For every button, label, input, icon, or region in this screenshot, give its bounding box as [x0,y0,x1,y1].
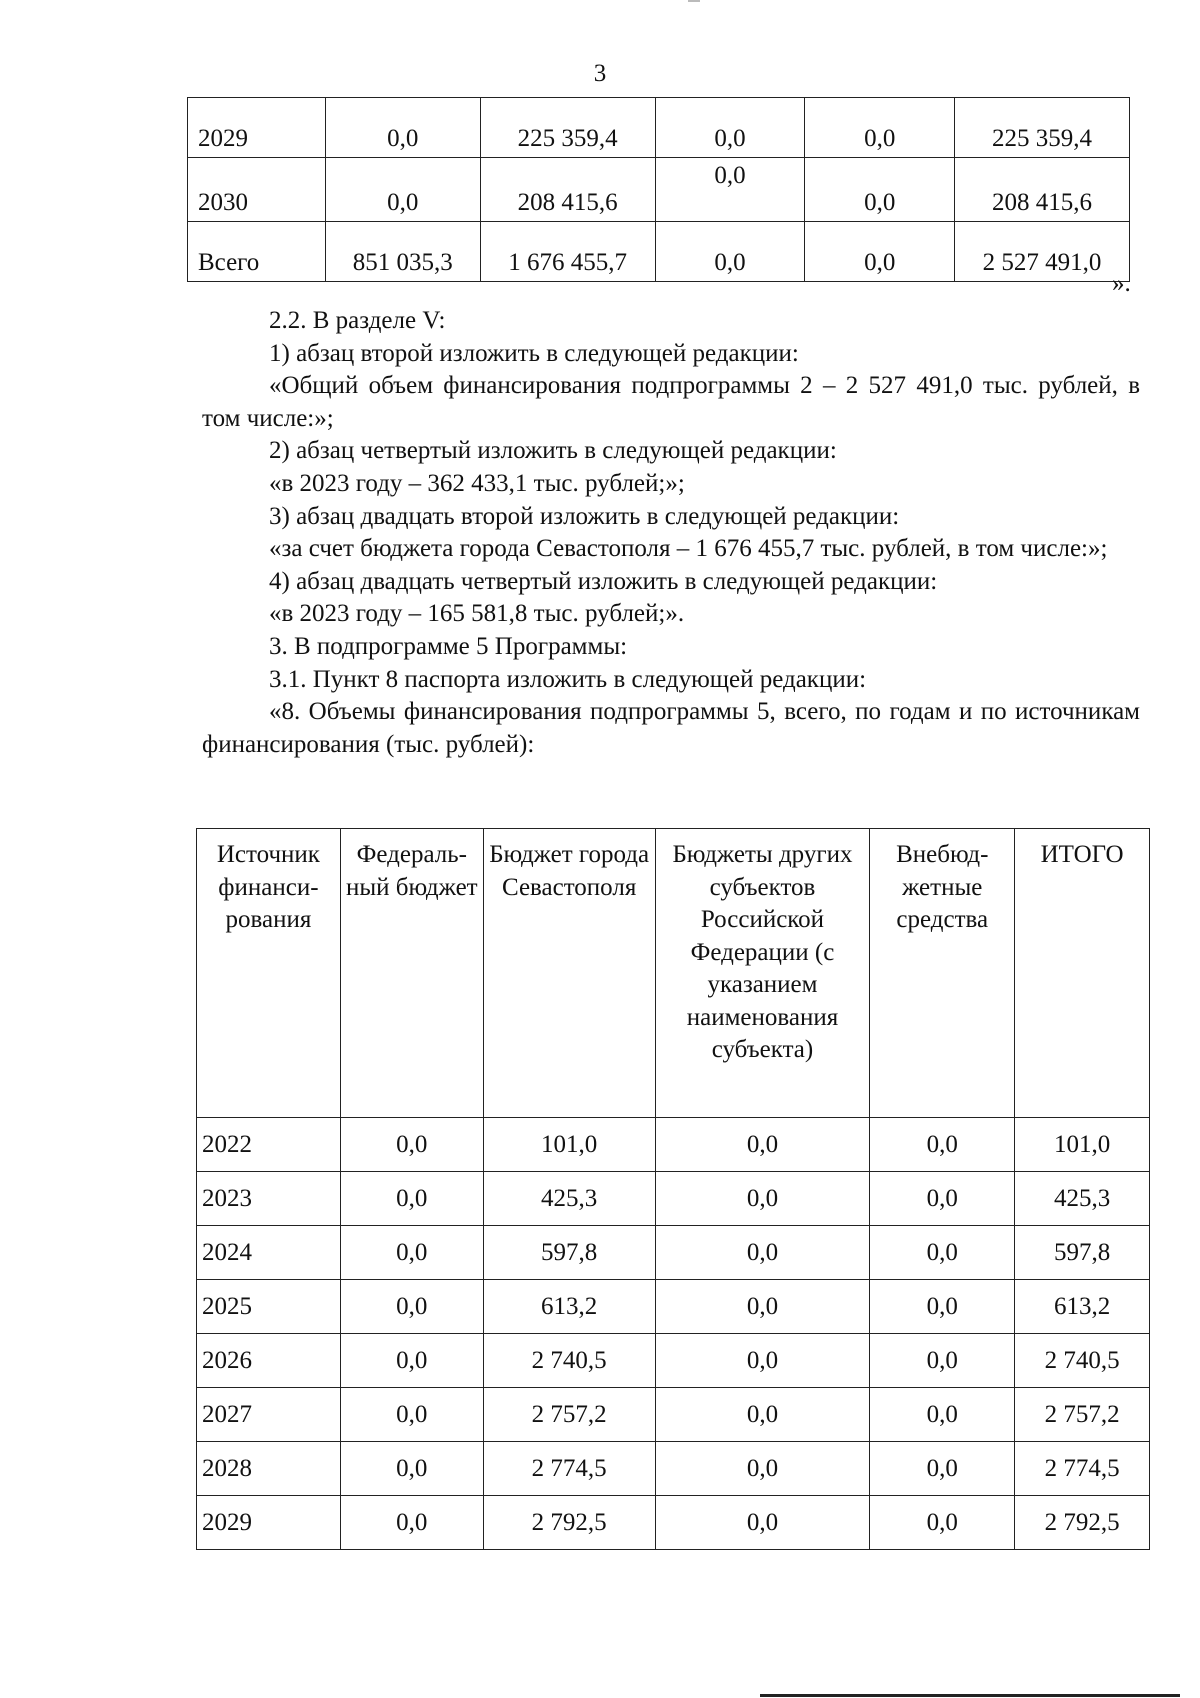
table-cell: 101,0 [1015,1118,1150,1172]
table-cell: 597,8 [1015,1226,1150,1280]
table-cell: 101,0 [483,1118,655,1172]
table-cell: 0,0 [340,1496,483,1550]
table-cell: 0,0 [340,1442,483,1496]
table-cell: 2 740,5 [483,1334,655,1388]
table-cell: 2023 [197,1172,341,1226]
table-cell: 2 774,5 [483,1442,655,1496]
table-cell: 2027 [197,1388,341,1442]
paragraph: 2) абзац четвертый изложить в следующей редакции: [269,437,837,465]
table-cell: 2 757,2 [483,1388,655,1442]
table-cell: 0,0 [655,158,805,222]
table-cell: 0,0 [655,1226,870,1280]
table-cell: 0,0 [655,98,805,158]
column-header: Бюджеты других субъектов Российской Федерации (с указанием наименования субъекта) [655,829,870,1118]
table-cell: 0,0 [870,1388,1015,1442]
table-cell: 2 740,5 [1015,1334,1150,1388]
table-cell: 425,3 [483,1172,655,1226]
table-cell: 0,0 [655,1388,870,1442]
table-cell: 0,0 [870,1334,1015,1388]
table-cell: 2 792,5 [1015,1496,1150,1550]
table-cell: 0,0 [340,1334,483,1388]
table-row-total [188,222,1130,282]
table-cell: 0,0 [870,1118,1015,1172]
table-cell: 1 676 455,7 [480,222,655,282]
page-number: 3 [593,60,607,87]
table-cell: 0,0 [655,1280,870,1334]
paragraph: «Общий объем финансирования подпрограммы 2 – 2 527 491,0 тыс. рублей, в том числе:»; [202,372,1140,432]
subprogram-5-financing-table [196,828,1150,1550]
table-cell: 2025 [197,1280,341,1334]
table-row [188,98,1130,158]
table-cell: 0,0 [870,1172,1015,1226]
table-cell: 2026 [197,1334,341,1388]
table-cell: 0,0 [325,158,480,222]
paragraph: «в 2023 году – 165 581,8 тыс. рублей;». [269,600,685,628]
column-header: Бюджет города Севастополя [483,829,655,1118]
column-header: ИТОГО [1015,829,1150,1118]
table-cell: 597,8 [483,1226,655,1280]
table-cell: 0,0 [805,222,955,282]
column-header: Федераль-ный бюджет [340,829,483,1118]
table-cell: 0,0 [805,98,955,158]
table-row [197,1496,1150,1550]
table-cell: 0,0 [655,1442,870,1496]
table-cell: Всего [188,222,326,282]
footer-rule [760,1694,1180,1697]
table-cell: 2 527 491,0 [955,222,1130,282]
table-cell: 0,0 [655,1496,870,1550]
table-cell: 0,0 [340,1172,483,1226]
table-row [197,1334,1150,1388]
table-cell: 225 359,4 [480,98,655,158]
table-cell: 2029 [197,1496,341,1550]
paragraph: 3.1. Пункт 8 паспорта изложить в следующей редакции: [269,665,867,693]
column-header: Источник финанси-рования [197,829,341,1118]
table-cell: 2 774,5 [1015,1442,1150,1496]
table-row [197,1388,1150,1442]
table-cell: 0,0 [655,1334,870,1388]
table-cell: 225 359,4 [955,98,1130,158]
table-cell: 2024 [197,1226,341,1280]
table-cell: 851 035,3 [325,222,480,282]
paragraph: 2.2. В разделе V: [269,307,446,334]
table-row [197,1280,1150,1334]
table-cell: 0,0 [655,1172,870,1226]
financing-table-continuation [187,97,1130,282]
table-cell: 2030 [188,158,326,222]
table-row [197,1172,1150,1226]
scan-mark [688,0,700,2]
table-cell: 0,0 [805,158,955,222]
paragraph: «8. Объемы финансирования подпрограммы 5, всего, по годам и по источникам финансирования (тыс. рублей): [202,698,1140,758]
table-row [197,1118,1150,1172]
closing-quote: ». [1112,270,1131,297]
table-cell: 0,0 [340,1226,483,1280]
paragraph: «за счет бюджета города Севастополя – 1 676 455,7 тыс. рублей, в том числе:»; [269,535,1108,563]
table-cell: 2022 [197,1118,341,1172]
table-row [197,1226,1150,1280]
column-header: Внебюд-жетные средства [870,829,1015,1118]
table-cell: 0,0 [870,1226,1015,1280]
table-cell: 613,2 [1015,1280,1150,1334]
table-cell: 425,3 [1015,1172,1150,1226]
table-cell: 613,2 [483,1280,655,1334]
table-row [197,1442,1150,1496]
table-cell: 2028 [197,1442,341,1496]
table-cell: 2029 [188,98,326,158]
paragraph: 1) абзац второй изложить в следующей редакции: [269,339,799,367]
table-cell: 0,0 [655,222,805,282]
paragraph: 3. В подпрограмме 5 Программы: [269,632,628,660]
paragraph: 4) абзац двадцать четвертый изложить в следующей редакции: [269,567,938,595]
paragraph: 3) абзац двадцать второй изложить в следующей редакции: [269,502,900,530]
table-cell: 2 792,5 [483,1496,655,1550]
table-cell: 0,0 [340,1280,483,1334]
table-cell: 0,0 [870,1442,1015,1496]
table-cell: 208 415,6 [955,158,1130,222]
table-header-row [197,829,1150,1118]
table-cell: 0,0 [870,1496,1015,1550]
table-cell: 2 757,2 [1015,1388,1150,1442]
body-text [202,305,1140,761]
table-cell: 0,0 [325,98,480,158]
table-row [188,158,1130,222]
table-cell: 0,0 [340,1388,483,1442]
table-cell: 0,0 [870,1280,1015,1334]
table-cell: 208 415,6 [480,158,655,222]
table-cell: 0,0 [655,1118,870,1172]
paragraph: «в 2023 году – 362 433,1 тыс. рублей;»; [269,469,685,497]
table-cell: 0,0 [340,1118,483,1172]
